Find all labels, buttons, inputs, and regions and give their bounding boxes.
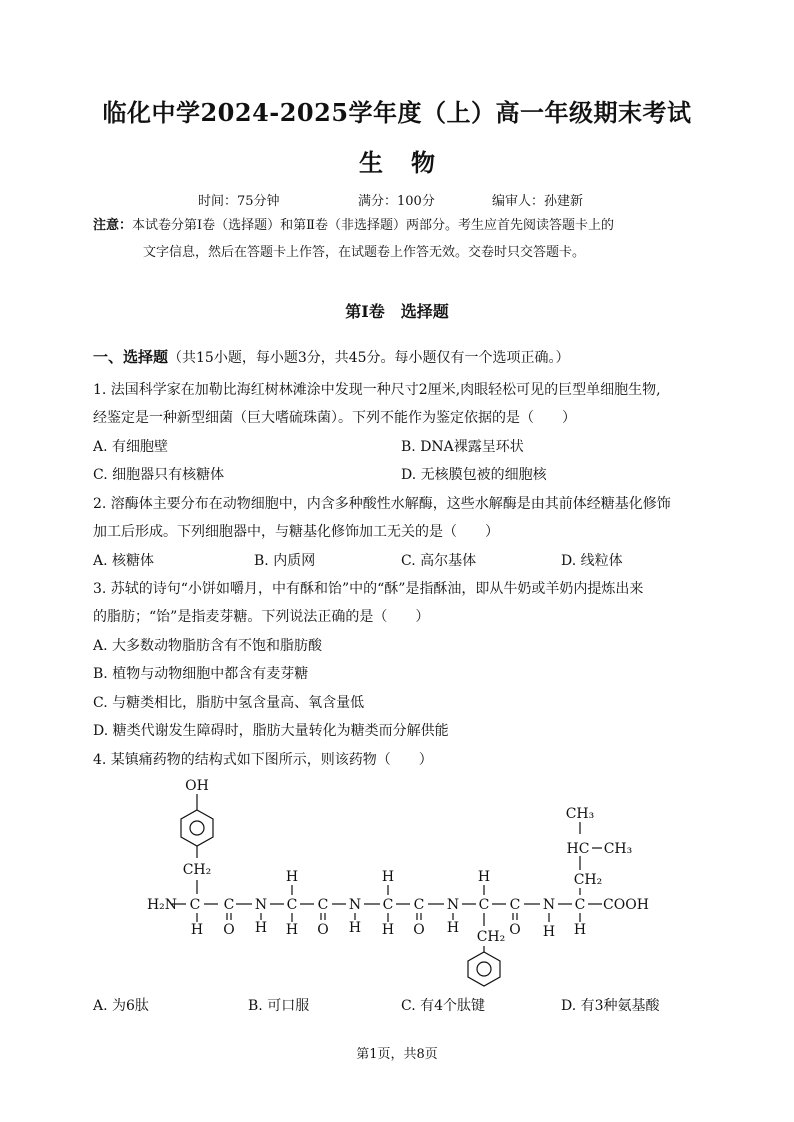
q1-line-2: 经鉴定是一种新型细菌（巨大嗜硫珠菌）。下列不能作为鉴定依据的是（ ） <box>93 410 576 426</box>
q2-option-c: C. 高尔基体 <box>401 553 477 569</box>
label-c5-h-top: H <box>381 869 395 885</box>
benzene-ring-inner-phenylalanine <box>477 962 491 976</box>
label-n3: N <box>348 897 362 913</box>
q2-option-a: A. 核糖体 <box>93 553 155 569</box>
page-footer: 第1页，共8页 <box>356 1047 438 1062</box>
label-c9-h: H <box>573 922 587 938</box>
label-c5-h-bottom: H <box>381 922 395 938</box>
label-c7: C <box>478 897 490 913</box>
peptide-structure-diagram <box>0 770 794 990</box>
exam-editor: 编审人：孙建新 <box>492 194 584 209</box>
label-c3-h-top: H <box>285 869 299 885</box>
label-o8: O <box>509 922 521 938</box>
q4-line-1: 4. 某镇痛药物的结构式如下图所示，则该药物（ ） <box>93 752 433 768</box>
subject-char-2: 物 <box>411 148 435 177</box>
label-c7-h-top: H <box>477 869 491 885</box>
q2-option-d: D. 线粒体 <box>561 553 623 569</box>
label-c1-h: H <box>190 922 204 938</box>
notice-text-1: 本试卷分第Ⅰ卷（选择题）和第Ⅱ卷（非选择题）两部分。考生应首先阅读答题卡上的 <box>132 218 614 233</box>
q1-line-1: 1. 法国科学家在加勒比海红树林滩涂中发现一种尺寸2厘米,肉眼轻松可见的巨型单细胞生物, <box>93 382 661 398</box>
q1-option-c: C. 细胞器只有核糖体 <box>93 467 225 483</box>
part1-label: 一、选择题 <box>93 348 169 366</box>
label-c1: C <box>189 897 201 913</box>
subject-char-1: 生 <box>359 148 383 177</box>
label-h2n: H₂N <box>146 897 178 913</box>
label-c3: C <box>286 897 298 913</box>
subject-title <box>0 143 794 178</box>
q2-line-1: 2. 溶酶体主要分布在动物细胞中，内含多种酸性水解酶，这些水解酶是由其前体经糖基化修饰 <box>93 496 671 512</box>
label-cooh: COOH <box>603 897 649 913</box>
label-c3-h-bottom: H <box>285 922 299 938</box>
label-ch2-leu: CH₂ <box>573 872 603 888</box>
q3-option-b: B. 植物与动物细胞中都含有麦芽糖 <box>93 666 309 682</box>
q3-option-a: A. 大多数动物脂肪含有不饱和脂肪酸 <box>93 638 323 654</box>
part1-heading <box>93 346 570 367</box>
label-n4: N <box>446 897 460 913</box>
label-n2: N <box>254 897 268 913</box>
q4-option-c: C. 有4个肽键 <box>401 998 486 1014</box>
q2-option-b: B. 内质网 <box>254 553 316 569</box>
q1-option-b: B. DNA裸露呈环状 <box>401 439 524 455</box>
label-n5: N <box>542 897 556 913</box>
label-ch2-tyr: CH₂ <box>182 862 212 878</box>
label-n3-h: H <box>348 920 362 936</box>
notice-label: 注意： <box>93 218 133 233</box>
q3-line-1: 3. 苏轼的诗句“小饼如嚼月，中有酥和饴”中的“酥”是指酥油，即从牛奶或羊奶内提炼出来 <box>93 581 644 597</box>
q4-option-a: A. 为6肽 <box>93 998 149 1014</box>
label-c4: C <box>317 897 329 913</box>
exam-time: 时间：75分钟 <box>198 194 280 209</box>
label-n4-h: H <box>446 920 460 936</box>
label-c9: C <box>574 897 586 913</box>
part1-desc: （共15小题，每小题3分，共45分。每小题仅有一个选项正确。） <box>168 350 570 366</box>
label-oh: OH <box>185 778 209 794</box>
label-hc: HC <box>566 841 590 857</box>
label-ch3-top: CH₃ <box>565 806 595 822</box>
label-c8: C <box>509 897 521 913</box>
benzene-ring-phenylalanine <box>468 952 500 986</box>
benzene-ring-inner-tyrosine <box>190 821 204 835</box>
exam-score: 满分：100分 <box>358 194 435 209</box>
label-o4: O <box>317 922 329 938</box>
label-ch3-right: CH₃ <box>603 841 633 857</box>
notice-line-2: 文字信息，然后在答题卡上作答，在试题卷上作答无效。交卷时只交答题卡。 <box>143 245 586 260</box>
q4-option-d: D. 有3种氨基酸 <box>561 998 660 1014</box>
benzene-ring-tyrosine <box>181 810 213 846</box>
label-c5: C <box>382 897 394 913</box>
exam-title: 临化中学2024-2025学年度（上）高一年级期末考试 <box>102 98 692 127</box>
q3-option-d: D. 糖类代谢发生障碍时，脂肪大量转化为糖类而分解供能 <box>93 723 449 739</box>
label-c2: C <box>223 897 235 913</box>
q2-line-2: 加工后形成。下列细胞器中，与糖基化修饰加工无关的是（ ） <box>93 524 499 540</box>
section-title: 第Ⅰ卷 选择题 <box>345 302 449 321</box>
label-n5-h: H <box>542 924 556 940</box>
notice-line-1 <box>93 212 614 239</box>
label-n2-h: H <box>254 920 268 936</box>
q4-option-b: B. 可口服 <box>248 998 310 1014</box>
q3-line-2: 的脂肪；“饴”是指麦芽糖。下列说法正确的是（ ） <box>93 609 430 625</box>
label-ch2-phe: CH₂ <box>476 929 506 945</box>
q1-option-a: A. 有细胞壁 <box>93 439 169 455</box>
q1-option-d: D. 无核膜包被的细胞核 <box>401 467 547 483</box>
label-o6: O <box>413 922 425 938</box>
label-o2: O <box>223 922 235 938</box>
label-c6: C <box>413 897 425 913</box>
q3-option-c: C. 与糖类相比，脂肪中氢含量高、氧含量低 <box>93 695 365 711</box>
